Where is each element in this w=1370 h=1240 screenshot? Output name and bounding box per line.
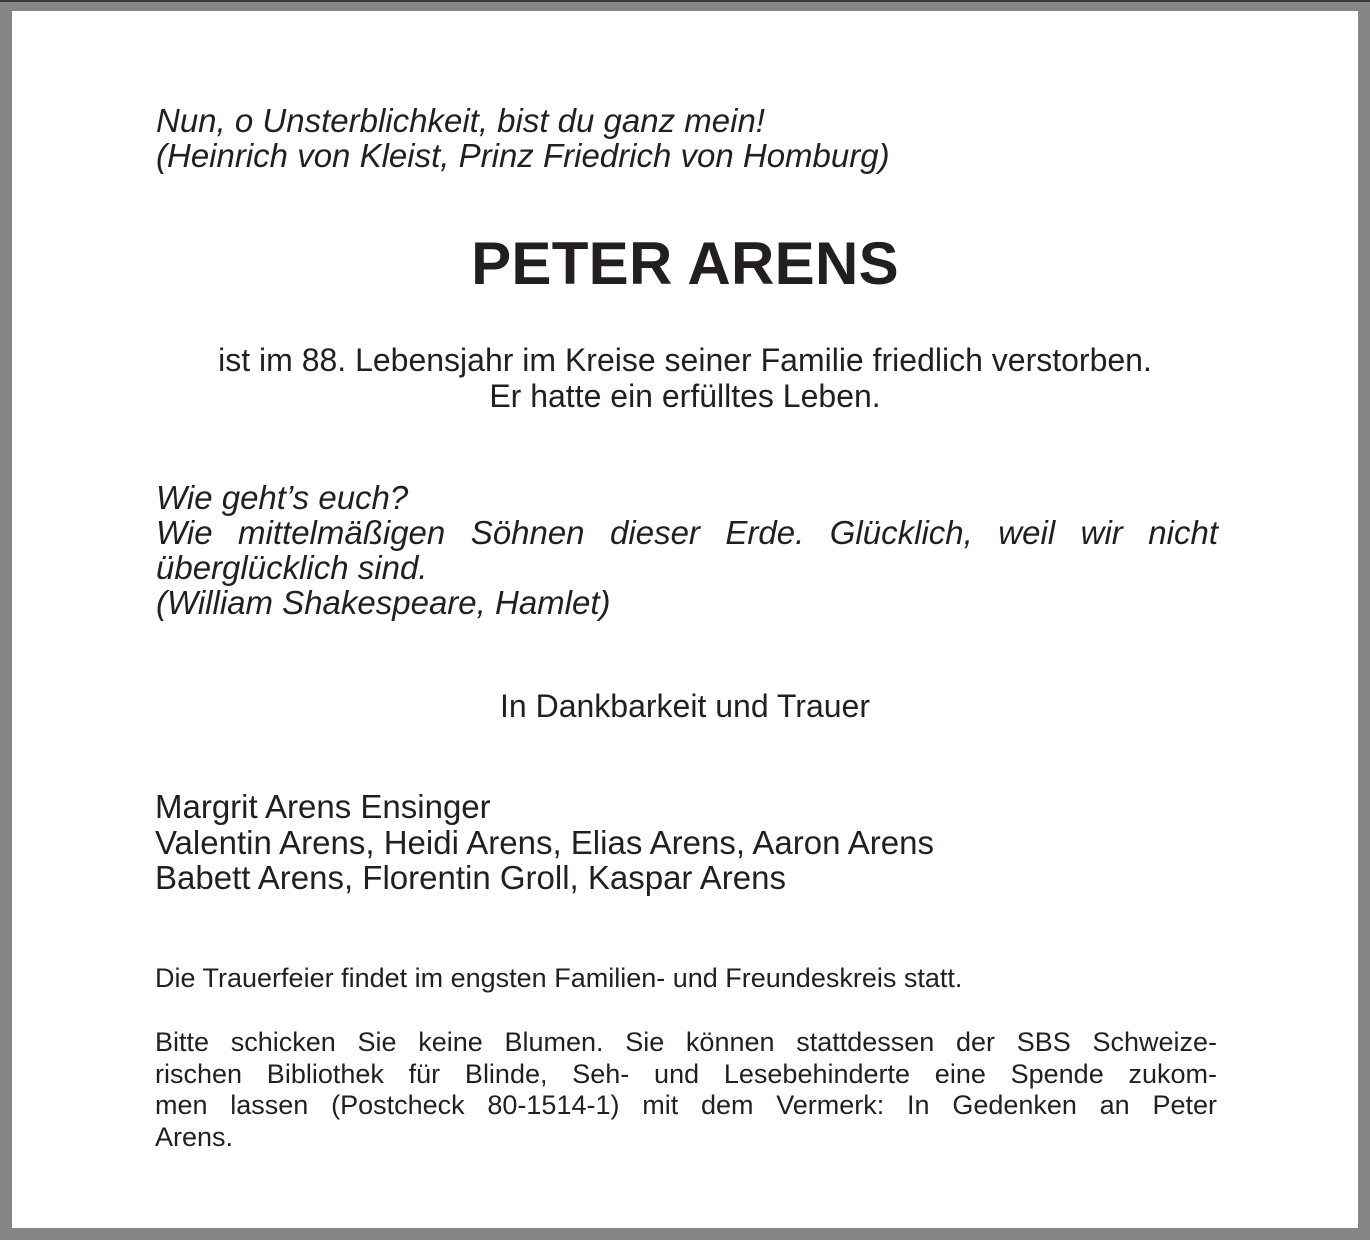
mourner-line: Valentin Arens, Heidi Arens, Elias Arens, Aaron Arens <box>155 824 934 861</box>
epigraph-attribution: (Heinrich von Kleist, Prinz Friedrich von Homburg) <box>156 137 890 174</box>
epigraph-quote: Nun, o Unsterblichkeit, bist du ganz mein! <box>156 102 765 139</box>
obituary-page <box>12 11 1358 1228</box>
mourner-line: Babett Arens, Florentin Groll, Kaspar Arens <box>155 859 786 896</box>
ceremony-notice: Die Trauerfeier findet im engsten Familien- und Freundeskreis statt. <box>155 963 963 993</box>
donation-notice-line: rischen Bibliothek für Blinde, Seh- und Lesebehinderte eine Spende zukom- <box>155 1059 1217 1089</box>
donation-notice-line: Bitte schicken Sie keine Blumen. Sie können stattdessen der SBS Schweize- <box>155 1027 1217 1057</box>
second-quote-line-1: Wie geht’s euch? <box>156 479 409 516</box>
second-quote-line-3: überglücklich sind. <box>156 549 428 586</box>
deceased-name: PETER ARENS <box>471 230 899 297</box>
second-quote-attribution: (William Shakespeare, Hamlet) <box>156 584 611 621</box>
announcement-line-2: Er hatte ein erfülltes Leben. <box>489 378 881 414</box>
frame-top-edge <box>0 0 1370 2</box>
mourner-line: Margrit Arens Ensinger <box>155 788 491 825</box>
donation-notice-line: Arens. <box>155 1122 234 1152</box>
donation-notice-line: men lassen (Postcheck 80-1514-1) mit dem Vermerk: In Gedenken an Peter <box>155 1090 1217 1120</box>
second-quote-line-2: Wie mittelmäßigen Söhnen dieser Erde. Glücklich, weil wir nicht <box>156 514 1218 551</box>
announcement-line-1: ist im 88. Lebensjahr im Kreise seiner Familie friedlich verstorben. <box>218 342 1152 378</box>
closing-phrase: In Dankbarkeit und Trauer <box>500 688 870 724</box>
